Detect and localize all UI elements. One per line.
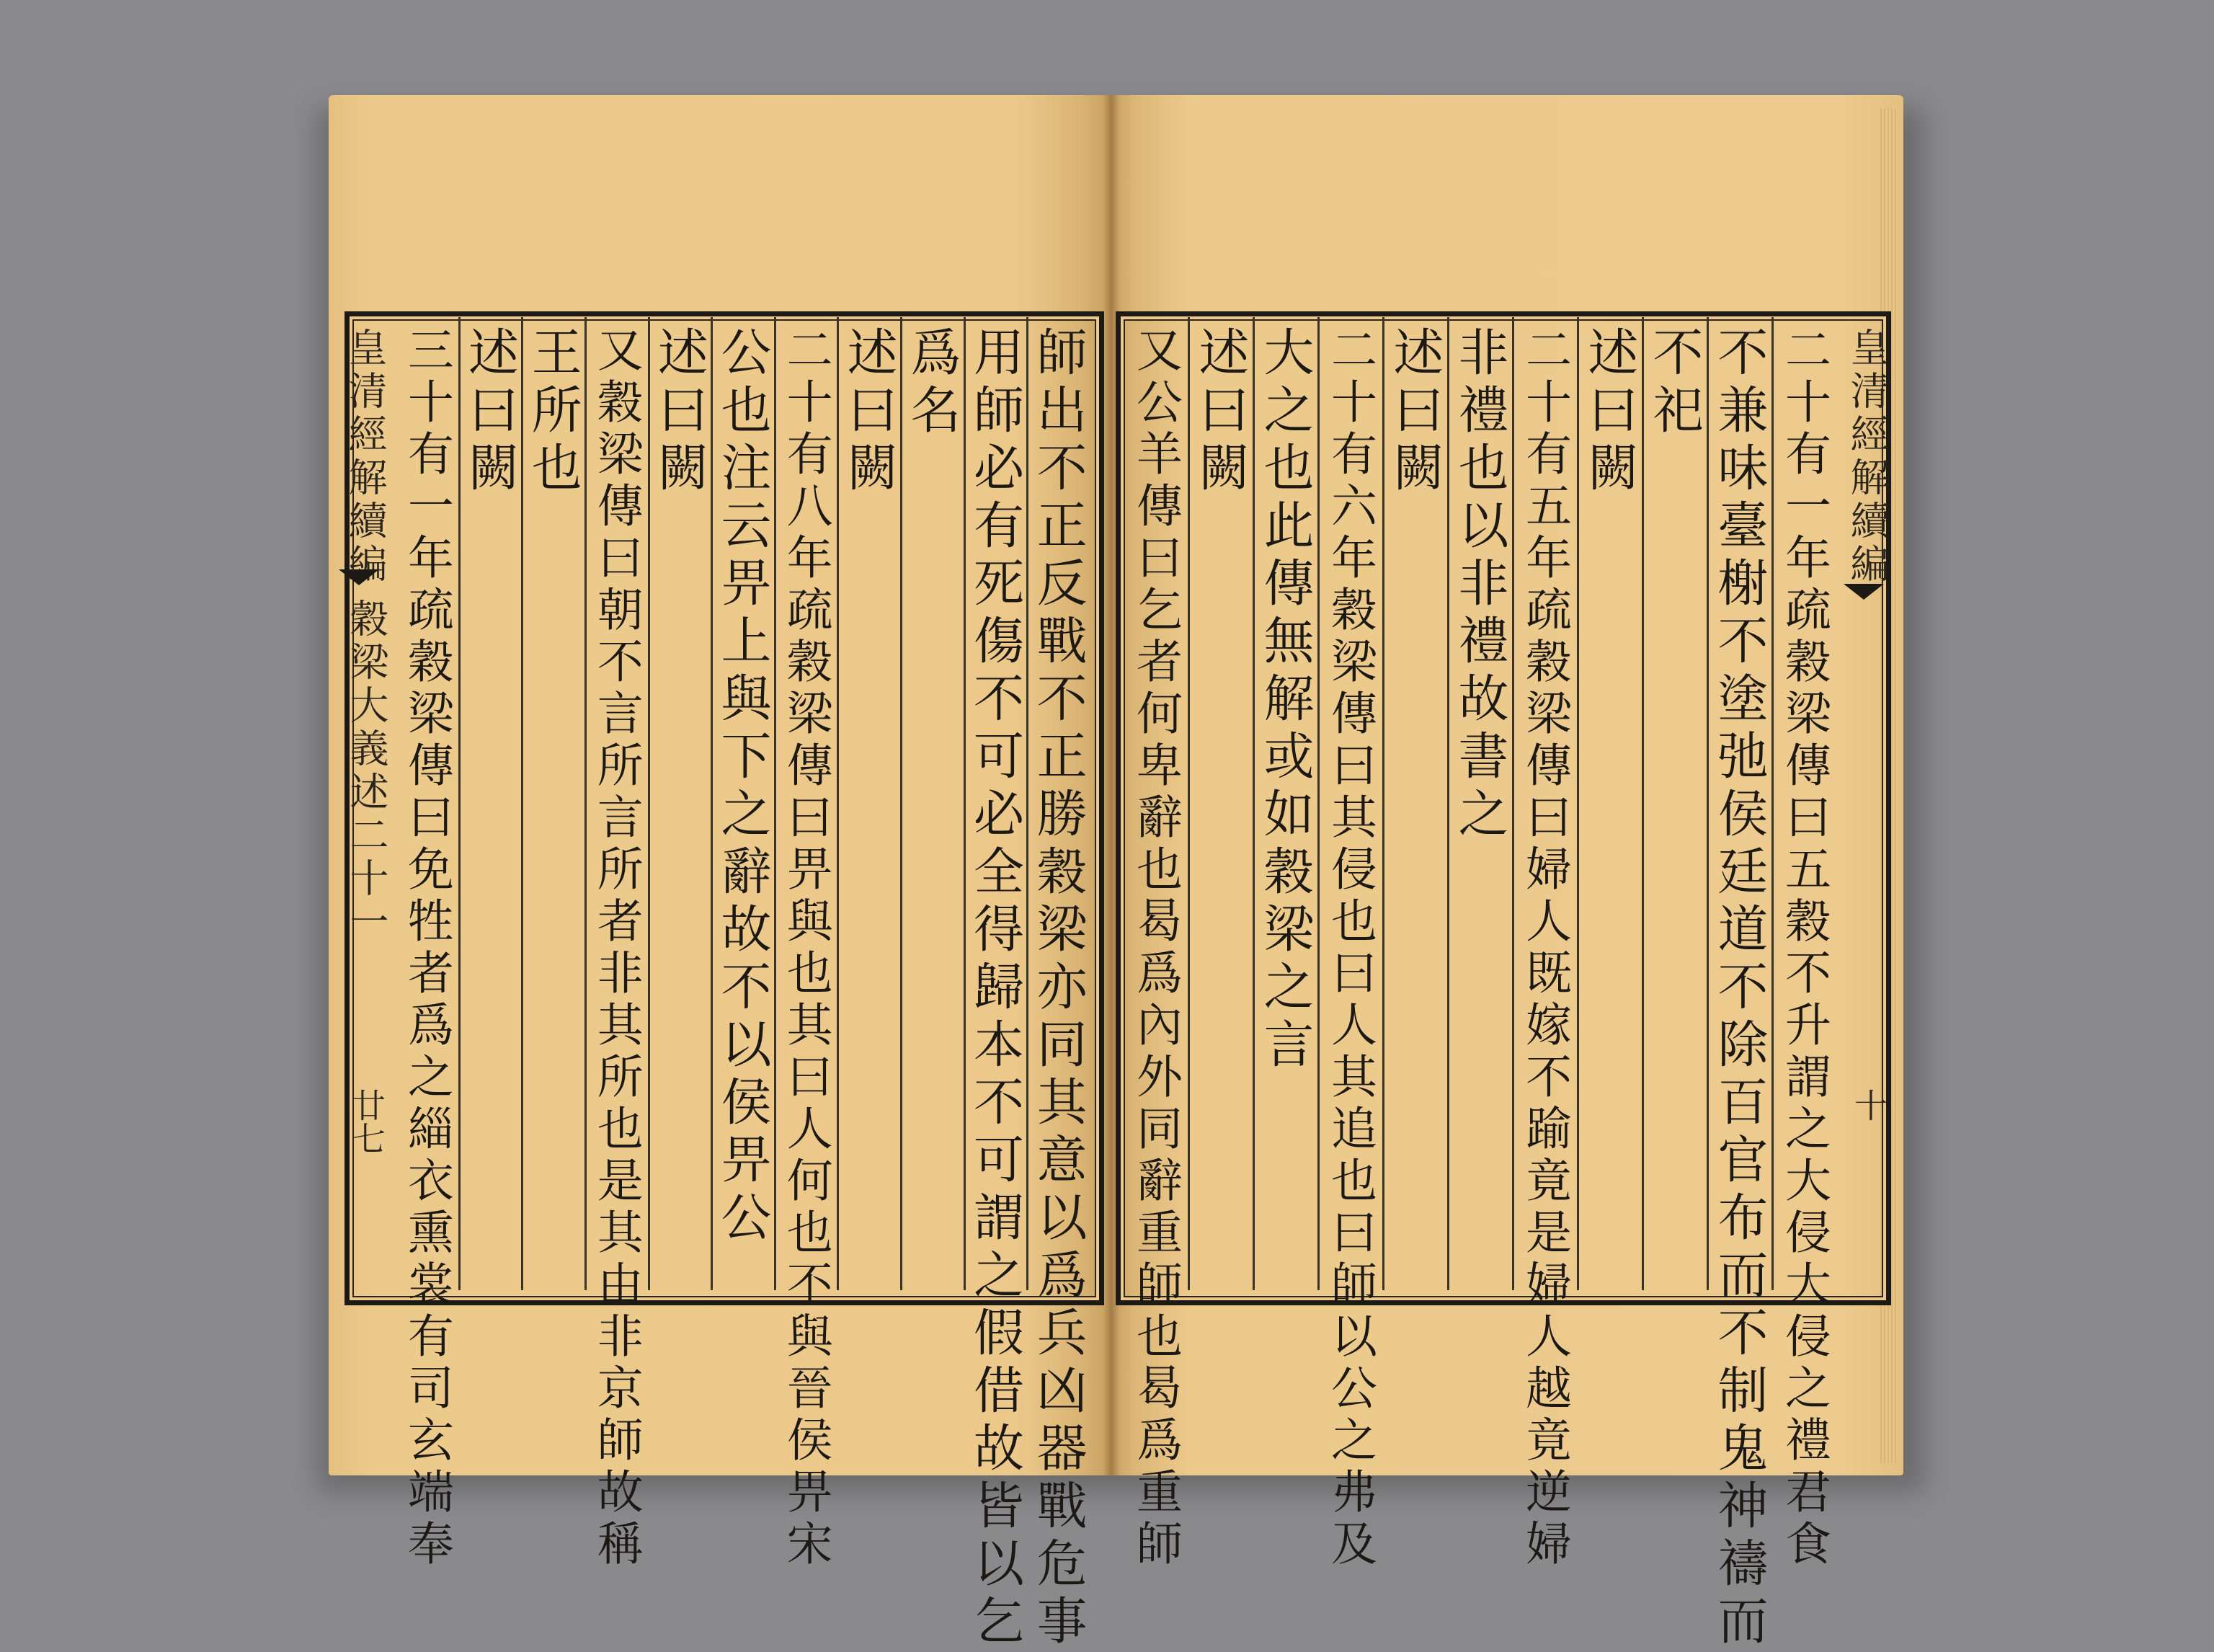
column-rule <box>837 317 839 1290</box>
column-rule <box>774 317 776 1290</box>
left-fishtail-mark <box>339 569 379 585</box>
column-rule <box>1707 317 1709 1290</box>
column-rule <box>964 317 966 1290</box>
text-column: 公也注云畀上與下之辭故不以侯畀公 <box>713 326 772 1248</box>
column-rule <box>584 317 587 1290</box>
left-folio: 廿七 <box>347 1088 386 1155</box>
column-rule <box>900 317 902 1290</box>
column-rule <box>1771 317 1774 1290</box>
column-rule <box>458 317 461 1290</box>
text-column: 師出不正反戰不正勝穀梁亦同其意以爲兵凶器戰危事 <box>1028 326 1088 1652</box>
column-rule <box>1642 317 1644 1290</box>
text-column: 述曰闕 <box>1580 326 1639 499</box>
text-column: 三十有一年疏穀梁傳曰免牲者爲之緇衣熏裳有司玄端奉 <box>399 326 453 1571</box>
column-rule <box>1577 317 1579 1290</box>
column-rule <box>1253 317 1255 1290</box>
column-rule <box>1317 317 1320 1290</box>
text-column: 王所也 <box>523 326 583 499</box>
text-column: 述曰闕 <box>1385 326 1444 499</box>
text-column: 述曰闕 <box>839 326 899 499</box>
text-column: 二十有一年疏穀梁傳曰五穀不升謂之大侵大侵之禮君食 <box>1777 326 1831 1571</box>
text-column: 又穀梁傳曰朝不言所言所者非其所也是其由非京師故稱 <box>589 326 643 1571</box>
text-column: 二十有五年疏穀梁傳曰婦人既嫁不踰竟是婦人越竟逆婦 <box>1518 326 1571 1571</box>
right-folio: 十 <box>1849 1088 1888 1122</box>
column-rule <box>1447 317 1449 1290</box>
column-rule <box>521 317 523 1290</box>
text-column: 述曰闕 <box>649 326 709 499</box>
column-rule <box>1382 317 1384 1290</box>
text-column: 又公羊傳曰乞者何卑辭也曷爲內外同辭重師也曷爲重師 <box>1129 326 1182 1571</box>
text-column: 不兼味臺榭不塗弛侯廷道不除百官布而不制鬼神禱而 <box>1710 326 1769 1652</box>
right-margin-title: 皇清經解續編 <box>1844 327 1890 587</box>
column-rule <box>711 317 713 1290</box>
text-column: 爲名 <box>902 326 961 441</box>
column-rule <box>1026 317 1028 1290</box>
column-rule <box>1188 317 1190 1290</box>
text-column: 二十有八年疏穀梁傳曰畀與也其曰人何也不與晉侯畀宋 <box>778 326 832 1571</box>
column-rule <box>648 317 650 1290</box>
left-margin-section: 穀梁大義述二十一 <box>344 598 389 944</box>
text-column: 大之也此傳無解或如穀梁之言 <box>1255 326 1315 1075</box>
text-column: 用師必有死傷不可必全得歸本不可謂之假借故皆以乞 <box>965 326 1025 1652</box>
column-rule <box>1512 317 1514 1290</box>
text-column: 非禮也以非禮故書之 <box>1450 326 1509 845</box>
text-column: 述曰闕 <box>460 326 520 499</box>
left-margin-title: 皇清經解續編 <box>342 327 388 587</box>
text-column: 不祀 <box>1645 326 1704 441</box>
text-column: 述曰闕 <box>1191 326 1250 499</box>
text-column: 二十有六年穀梁傳曰其侵也曰人其追也曰師以公之弗及 <box>1323 326 1377 1571</box>
right-fishtail-mark <box>1844 584 1884 600</box>
